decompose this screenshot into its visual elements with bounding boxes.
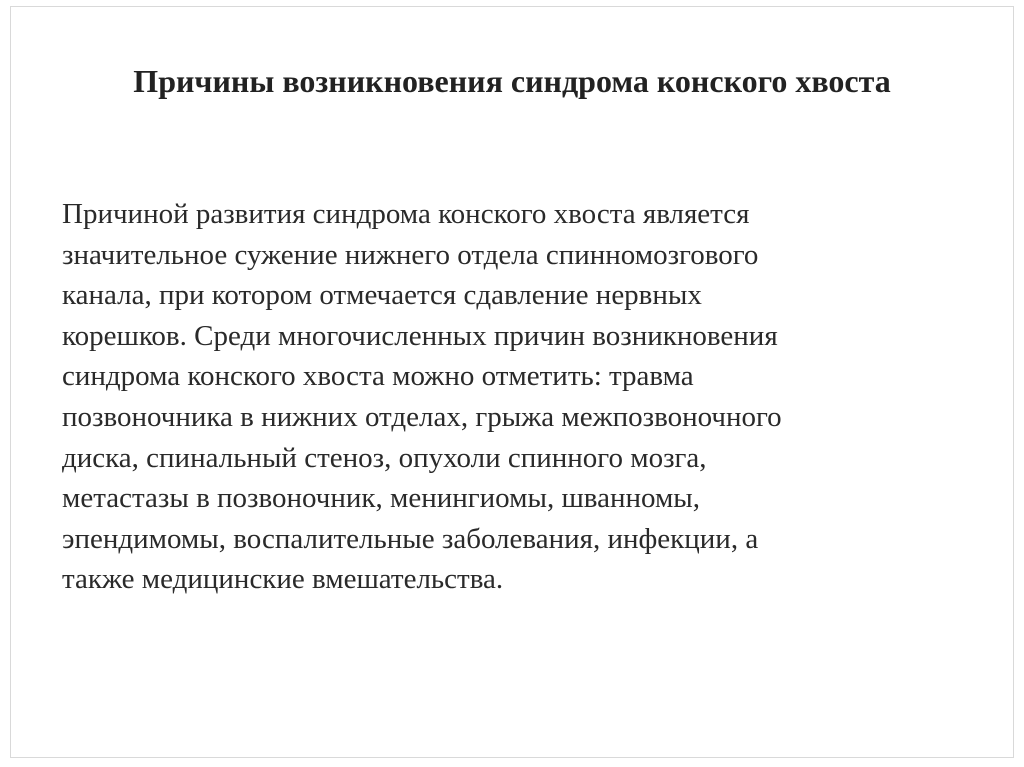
body-line: позвоночника в нижних отделах, грыжа межпозвоночного bbox=[62, 400, 782, 433]
body-line: метастазы в позвоночник, менингиомы, шванномы, bbox=[62, 482, 701, 515]
body-line: синдрома конского хвоста можно отметить: травма bbox=[62, 360, 694, 393]
slide-title: Причины возникновения синдрома конского хвоста bbox=[133, 63, 891, 99]
body-line: также медицинские вмешательства. bbox=[62, 563, 504, 596]
body-line: диска, спинальный стеноз, опухоли спинного мозга, bbox=[62, 441, 707, 474]
slide-body-text bbox=[62, 194, 967, 600]
body-line: корешков. Среди многочисленных причин возникновения bbox=[62, 319, 778, 352]
body-line: эпендимомы, воспалительные заболевания, инфекции, а bbox=[62, 522, 759, 555]
body-line: значительное сужение нижнего отдела спинномозгового bbox=[62, 238, 759, 271]
body-line: Причиной развития синдрома конского хвоста является bbox=[62, 198, 750, 230]
body-line: канала, при котором отмечается сдавление нервных bbox=[62, 279, 702, 312]
